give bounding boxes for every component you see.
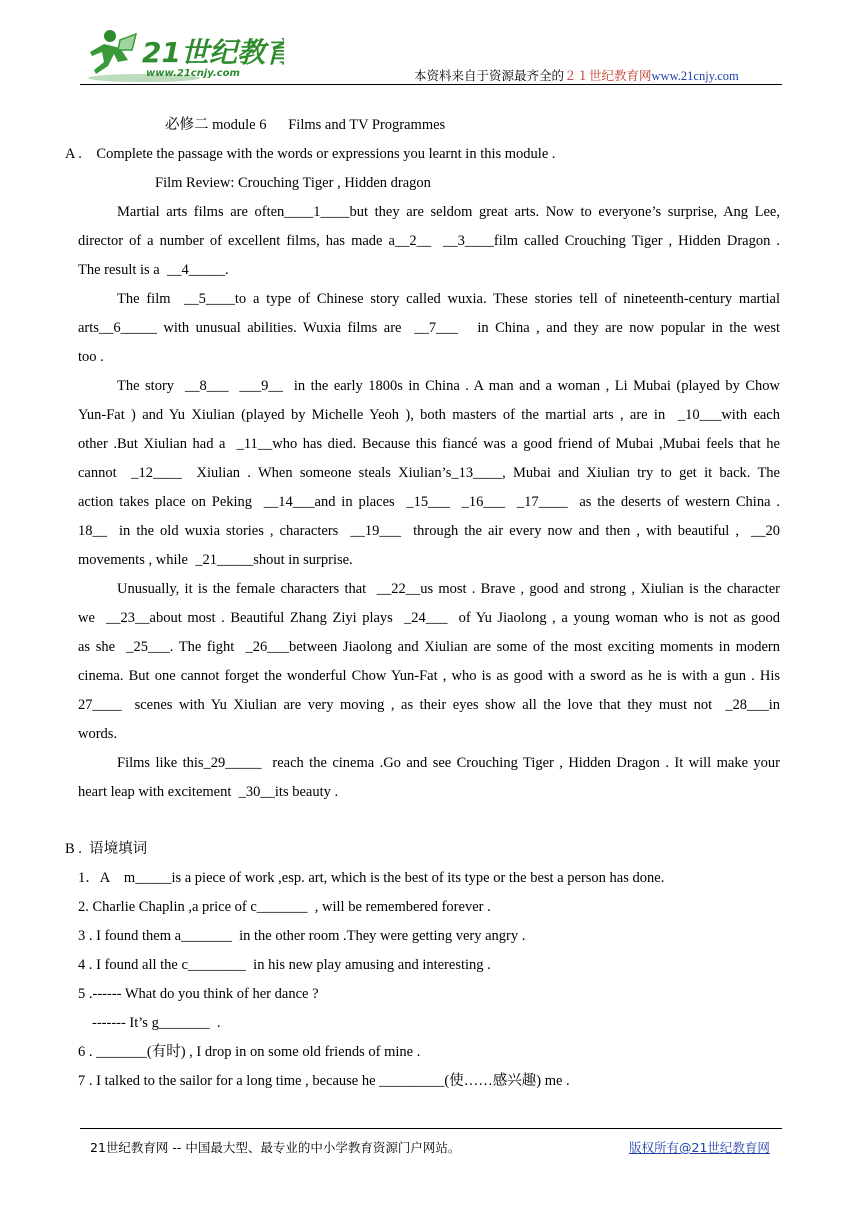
passage-line: The result is a __4_____. [78,262,229,278]
section-b-heading: B . 语境填词 [65,841,148,857]
passage-line: Unusually, it is the female characters that __22__us most . Brave , good and strong , Xiulian is the character [117,581,780,597]
site-logo [84,26,284,84]
logo-url: www.21cnjy.com [146,68,240,79]
header-note [414,66,739,84]
footer-text: 21世纪教育网 -- 中国最大型、最专业的中小学教育资源门户网站。 [90,1140,461,1155]
passage-line: Martial arts films are often____1____but they are seldom great arts. Now to everyone’s surprise, Ang Lee, [117,204,780,220]
passage-line: 27____ scenes with Yu Xiulian are very moving , as their eyes show all the love that they must not _28___in [78,697,780,713]
b-item: 3 . I found them a_______ in the other room .They were getting very angry . [78,928,526,944]
b-item: 2. Charlie Chaplin ,a price of c_______ , will be remembered forever . [78,899,491,915]
passage-line: movements , while _21_____shout in surprise. [78,552,353,568]
passage-line: The story __8___ ___9__ in the early 1800s in China . A man and a woman , Li Mubai (played by Chow [117,378,780,394]
header-divider [80,84,782,85]
passage-line: arts__6_____ with unusual abilities. Wuxia films are __7___ in China , and they are now popular in the west [78,320,780,336]
footer-divider [80,1128,782,1129]
b-item: 4 . I found all the c________ in his new play amusing and interesting . [78,957,491,973]
header-note-site: ２１世纪教育网 [564,69,652,83]
passage-line: heart leap with excitement _30__its beauty . [78,784,339,800]
passage-line: The film __5____to a type of Chinese story called wuxia. These stories tell of nineteenth-century martial [117,291,780,307]
passage-line: Yun-Fat ) and Yu Xiulian (played by Michelle Yeoh ), both masters of the martial arts , are in _10___with each [78,407,780,423]
b-item: ------- It’s g_______ . [92,1015,221,1031]
passage-line: cannot _12____ Xiulian . When someone steals Xiulian’s_13____, Mubai and Xiulian try to get it back. The [78,465,780,481]
b-item: 7 . I talked to the sailor for a long time , because he _________(使……感兴趣) me . [78,1073,570,1089]
passage-line: cinema. But one cannot forget the wonderful Chow Yun-Fat , who is as good with a sword as he is with a gun . His [78,668,780,684]
passage-line: too . [78,349,104,365]
b-item: 1．A m_____is a piece of work ,esp. art, which is the best of its type or the best a person has done. [78,870,665,886]
passage-line: words. [78,726,118,742]
passage-line: director of a number of excellent films, has made a__2__ __3____film called Crouching Tiger , Hidden Dragon . [78,233,780,249]
b-item: 5 .------ What do you think of her dance ? [78,986,319,1002]
passage-line: action takes place on Peking __14___and in places _15___ _16___ _17____ as the deserts of western China . [78,494,780,510]
passage-line: as she _25___. The fight _26___between Jiaolong and Xiulian are some of the most exciting moments in modern [78,639,780,655]
header-note-prefix: 本资料来自于资源最齐全的 [414,69,565,83]
passage-line: Films like this_29_____ reach the cinema .Go and see Crouching Tiger , Hidden Dragon . It will make your [117,755,780,771]
page-title: 必修二 module 6 Films and TV Programmes [165,117,446,133]
b-item: 6 . _______(有时) , I drop in on some old friends of mine . [78,1044,421,1060]
footer-copyright-link[interactable]: 版权所有@21世纪教育网 [629,1140,770,1155]
header-note-url[interactable]: www.21cnjy.com [651,69,739,83]
section-a-heading: A . Complete the passage with the words or expressions you learnt in this module . [65,146,556,162]
runner-logo-icon [84,26,284,84]
logo-wordmark: 21世纪教育 [142,36,284,69]
review-title: Film Review: Crouching Tiger , Hidden dragon [155,175,431,191]
passage-line: 18__ in the old wuxia stories , characters __19___ through the air every now and then , with beautiful , __20 [78,523,780,539]
passage-line: we __23__about most . Beautiful Zhang Ziyi plays _24___ of Yu Jiaolong , a young woman who is not as good [78,610,780,626]
passage-line: other .But Xiulian had a _11__who has died. Because this fiancé was a good friend of Mubai ,Mubai feels that he [78,436,780,452]
